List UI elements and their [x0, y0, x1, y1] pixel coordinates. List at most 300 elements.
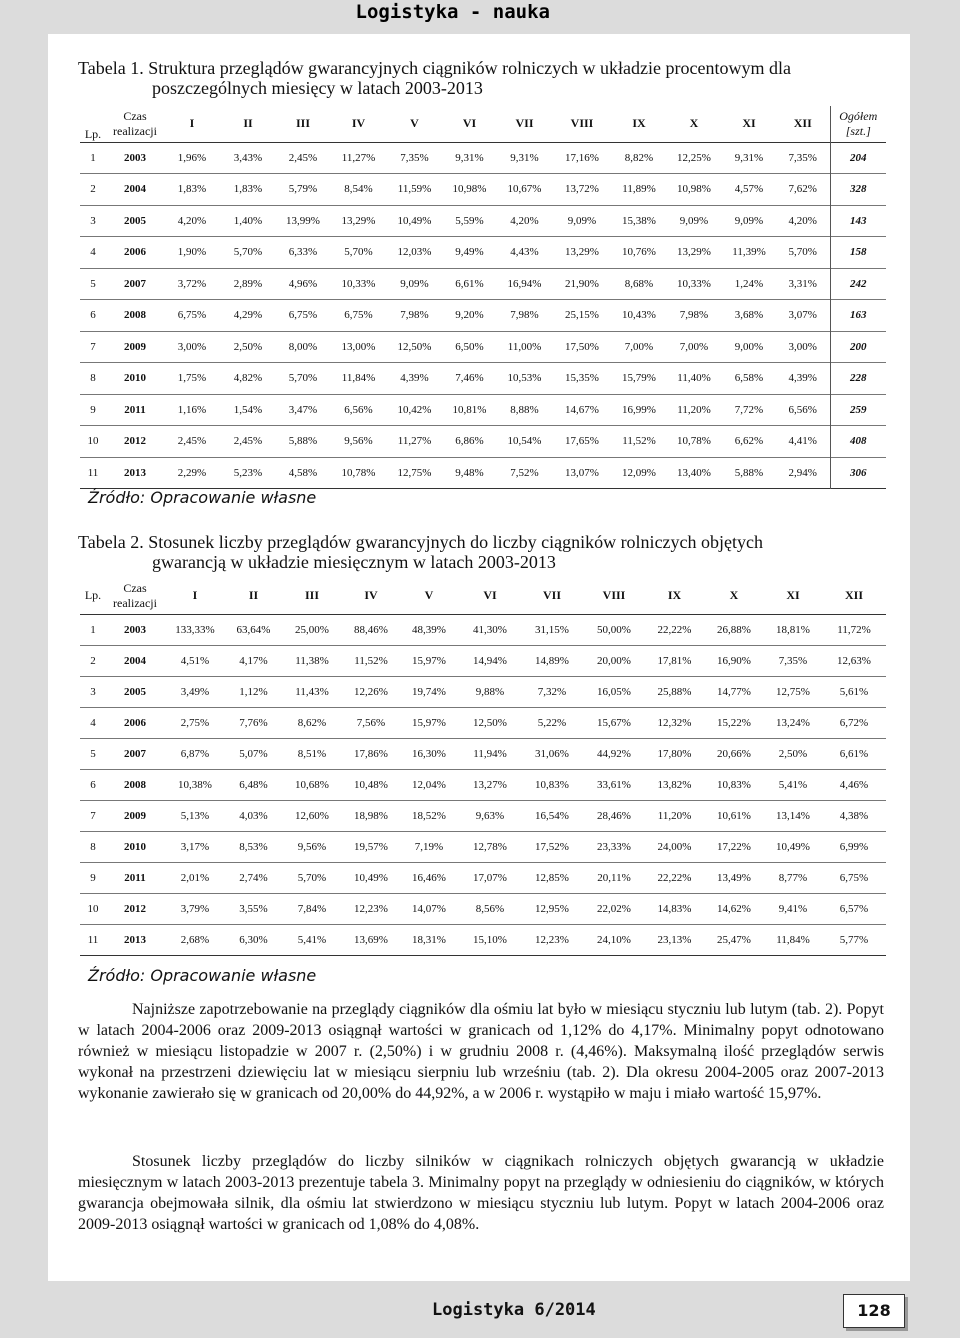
value-cell: 6,75%	[288, 309, 318, 322]
value-cell: 7,76%	[239, 716, 268, 729]
table-row	[80, 707, 886, 738]
value-cell: 2,75%	[180, 716, 210, 729]
value-cell: 3,07%	[788, 309, 817, 322]
value-cell: 2,45%	[233, 435, 263, 448]
year-cell: 2003	[124, 151, 146, 164]
value-cell: 15,35%	[565, 372, 599, 385]
value-cell: 16,99%	[622, 403, 656, 416]
row-number-cell: 7	[90, 340, 96, 353]
value-cell: 33,61%	[597, 778, 631, 791]
value-cell: 10,61%	[717, 809, 751, 822]
value-cell: 9,56%	[297, 840, 327, 853]
table1-header-month: VI	[462, 116, 477, 131]
value-cell: 13,99%	[286, 214, 320, 227]
table2	[80, 578, 886, 956]
year-cell: 2009	[124, 809, 146, 822]
value-cell: 20,66%	[717, 747, 751, 760]
value-cell: 3,43%	[233, 151, 263, 164]
table-row	[80, 363, 886, 395]
total-cell: 259	[830, 394, 886, 426]
value-cell: 19,74%	[412, 685, 446, 698]
value-cell: 13,07%	[565, 466, 599, 479]
value-cell: 12,75%	[776, 685, 810, 698]
czas-line1: Czas	[123, 580, 147, 595]
table-row	[80, 924, 886, 955]
value-cell: 16,94%	[507, 277, 542, 290]
value-cell: 3,31%	[788, 277, 817, 290]
table1-header-month: IV	[351, 116, 366, 131]
value-cell: 6,33%	[288, 246, 318, 259]
value-cell: 11,94%	[473, 747, 507, 760]
value-cell: 7,35%	[400, 151, 429, 164]
value-cell: 1,16%	[177, 403, 207, 416]
value-cell: 9,49%	[455, 246, 484, 259]
value-cell: 11,43%	[295, 685, 329, 698]
table2-header-lp: Lp.	[84, 588, 102, 603]
table2-body	[80, 614, 886, 955]
value-cell: 13,29%	[341, 214, 376, 227]
value-cell: 6,75%	[839, 871, 869, 884]
table-row	[80, 862, 886, 893]
total-line1: Ogółem	[839, 108, 878, 123]
value-cell: 3,00%	[788, 340, 817, 353]
year-cell: 2010	[124, 372, 146, 385]
table2-caption-line1: Tabela 2. Stosunek liczby przeglądów gwarancyjnych do liczby ciągników rolniczych objętych	[78, 532, 764, 552]
row-number-cell: 3	[90, 214, 96, 227]
table1-caption-line2: poszczególnych miesięcy w latach 2003-2013	[152, 78, 483, 98]
value-cell: 41,30%	[473, 623, 507, 636]
value-cell: 10,42%	[397, 403, 432, 416]
value-cell: 10,49%	[354, 871, 388, 884]
table-row	[80, 237, 886, 269]
value-cell: 5,88%	[288, 435, 318, 448]
value-cell: 19,57%	[354, 840, 388, 853]
value-cell: 17,16%	[565, 151, 599, 164]
value-cell: 8,77%	[778, 871, 808, 884]
value-cell: 12,60%	[295, 809, 329, 822]
table-row	[80, 614, 886, 645]
value-cell: 12,25%	[677, 151, 711, 164]
value-cell: 14,89%	[535, 654, 569, 667]
value-cell: 9,09%	[400, 277, 429, 290]
row-number-cell: 2	[90, 654, 96, 667]
value-cell: 2,68%	[180, 933, 210, 946]
value-cell: 6,56%	[788, 403, 817, 416]
table-row	[80, 831, 886, 862]
value-cell: 11,52%	[354, 654, 388, 667]
value-cell: 6,72%	[839, 716, 869, 729]
value-cell: 12,04%	[412, 778, 446, 791]
value-cell: 12,09%	[622, 466, 656, 479]
row-number-cell: 8	[90, 372, 96, 385]
value-cell: 3,72%	[177, 277, 207, 290]
table2-header-month: IV	[364, 588, 378, 603]
table2-header-month: VII	[542, 588, 561, 603]
value-cell: 2,50%	[233, 340, 263, 353]
value-cell: 13,82%	[657, 778, 692, 791]
value-cell: 9,31%	[510, 151, 539, 164]
table1-header-month: VIII	[570, 116, 594, 131]
value-cell: 7,98%	[400, 309, 429, 322]
row-number-cell: 1	[90, 151, 96, 164]
value-cell: 1,75%	[177, 372, 207, 385]
value-cell: 26,88%	[717, 623, 751, 636]
value-cell: 7,84%	[297, 902, 327, 915]
value-cell: 6,56%	[344, 403, 373, 416]
table-row	[80, 893, 886, 924]
value-cell: 22,22%	[657, 871, 692, 884]
year-cell: 2008	[124, 778, 146, 791]
table1-caption	[48, 58, 910, 98]
value-cell: 6,61%	[455, 277, 484, 290]
value-cell: 50,00%	[597, 623, 631, 636]
value-cell: 3,68%	[734, 309, 764, 322]
value-cell: 4,96%	[288, 277, 318, 290]
total-cell: 204	[830, 142, 886, 174]
table1-header-month: V	[410, 116, 419, 131]
year-cell: 2013	[124, 933, 146, 946]
value-cell: 14,77%	[717, 685, 751, 698]
value-cell: 10,53%	[507, 372, 542, 385]
value-cell: 11,27%	[397, 435, 432, 448]
year-cell: 2006	[124, 716, 146, 729]
value-cell: 17,07%	[473, 871, 507, 884]
value-cell: 25,47%	[717, 933, 751, 946]
value-cell: 3,79%	[180, 902, 210, 915]
value-cell: 10,98%	[677, 183, 711, 196]
value-cell: 18,52%	[412, 809, 446, 822]
table2-caption-line2: gwarancją w układzie miesięcznym w latach 2003-2013	[152, 552, 556, 572]
table2-header-month: IX	[667, 588, 682, 603]
table2-caption	[48, 532, 910, 572]
value-cell: 1,40%	[233, 214, 263, 227]
value-cell: 6,57%	[839, 902, 869, 915]
value-cell: 4,20%	[788, 214, 817, 227]
total-cell: 306	[830, 457, 886, 489]
value-cell: 20,00%	[597, 654, 631, 667]
value-cell: 10,43%	[622, 309, 656, 322]
table1-body	[80, 142, 886, 489]
table1-header-month: XII	[793, 116, 812, 131]
value-cell: 10,83%	[535, 778, 569, 791]
table2-header-month: XI	[786, 588, 800, 603]
value-cell: 5,70%	[233, 246, 263, 259]
value-cell: 2,29%	[177, 466, 207, 479]
value-cell: 48,39%	[412, 623, 446, 636]
value-cell: 4,38%	[839, 809, 869, 822]
value-cell: 6,58%	[734, 372, 764, 385]
table2-header-month: V	[424, 588, 434, 603]
value-cell: 16,46%	[412, 871, 446, 884]
value-cell: 5,79%	[288, 183, 318, 196]
value-cell: 3,55%	[239, 902, 268, 915]
table-row	[80, 645, 886, 676]
value-cell: 63,64%	[236, 623, 271, 636]
value-cell: 22,02%	[597, 902, 631, 915]
row-number-cell: 10	[87, 902, 99, 915]
value-cell: 9,09%	[679, 214, 709, 227]
total-cell: 163	[830, 300, 886, 332]
year-cell: 2008	[124, 309, 146, 322]
value-cell: 20,11%	[597, 871, 631, 884]
value-cell: 4,20%	[177, 214, 207, 227]
year-cell: 2012	[124, 902, 146, 915]
value-cell: 10,49%	[776, 840, 810, 853]
value-cell: 5,23%	[233, 466, 263, 479]
value-cell: 11,59%	[397, 183, 432, 196]
value-cell: 11,00%	[507, 340, 542, 353]
value-cell: 8,53%	[239, 840, 268, 853]
value-cell: 8,62%	[297, 716, 327, 729]
value-cell: 6,30%	[239, 933, 268, 946]
value-cell: 8,88%	[510, 403, 539, 416]
year-cell: 2007	[124, 747, 146, 760]
value-cell: 7,98%	[679, 309, 709, 322]
value-cell: 6,48%	[239, 778, 268, 791]
table2-header-month: VI	[483, 588, 497, 603]
row-number-cell: 4	[90, 246, 96, 259]
body-paragraph-2: Stosunek liczby przeglądów do liczby silników w ciągnikach rolniczych objętych gwarancją w układzie miesięcznym w latach 2003-2013 prezentuje tabela 3. Minimalny popyt na przeglądy w odniesieniu do ciągników, w których gwarancja obejmowała silnik, dla ośmiu lat stwierdzono w miesiącu styczniu lub lutym. Popyt w latach 2004-2006 oraz 2009-2013 osiągnął wartości w granicach od 1,08% do 4,08%.	[78, 1153, 884, 1233]
value-cell: 7,56%	[356, 716, 386, 729]
value-cell: 14,07%	[412, 902, 446, 915]
value-cell: 6,61%	[839, 747, 869, 760]
value-cell: 11,20%	[677, 403, 711, 416]
value-cell: 9,88%	[475, 685, 505, 698]
row-number-cell: 9	[90, 871, 96, 884]
table-row	[80, 174, 886, 206]
value-cell: 7,46%	[455, 372, 484, 385]
value-cell: 7,00%	[624, 340, 654, 353]
value-cell: 11,40%	[677, 372, 711, 385]
table2-header-month: VIII	[602, 588, 626, 603]
value-cell: 13,29%	[565, 246, 599, 259]
value-cell: 11,38%	[295, 654, 329, 667]
value-cell: 23,33%	[597, 840, 631, 853]
value-cell: 1,96%	[177, 151, 207, 164]
table1-header-lp: Lp.	[84, 126, 102, 141]
value-cell: 4,41%	[788, 435, 817, 448]
value-cell: 25,15%	[565, 309, 599, 322]
value-cell: 10,98%	[452, 183, 487, 196]
value-cell: 5,70%	[788, 246, 817, 259]
value-cell: 7,00%	[679, 340, 709, 353]
year-cell: 2011	[124, 403, 146, 416]
table-row	[80, 769, 886, 800]
value-cell: 9,00%	[734, 340, 764, 353]
table-row	[80, 300, 886, 332]
value-cell: 13,27%	[473, 778, 507, 791]
table2-header-month: II	[248, 588, 259, 603]
table-row	[80, 142, 886, 174]
value-cell: 11,39%	[732, 246, 766, 259]
value-cell: 8,56%	[475, 902, 505, 915]
value-cell: 12,03%	[397, 246, 432, 259]
value-cell: 9,63%	[475, 809, 505, 822]
value-cell: 44,92%	[597, 747, 631, 760]
value-cell: 10,38%	[178, 778, 212, 791]
table2-header-month: III	[304, 588, 319, 603]
value-cell: 4,82%	[233, 372, 263, 385]
value-cell: 8,82%	[624, 151, 654, 164]
value-cell: 21,90%	[565, 277, 599, 290]
row-number-cell: 3	[90, 685, 96, 698]
year-cell: 2006	[124, 246, 146, 259]
value-cell: 15,10%	[473, 933, 507, 946]
value-cell: 14,62%	[717, 902, 751, 915]
value-cell: 2,89%	[233, 277, 263, 290]
table2-source: Źródło: Opracowanie własne	[88, 966, 317, 985]
table-row	[80, 394, 886, 426]
value-cell: 11,89%	[622, 183, 656, 196]
total-line2: [szt.]	[845, 123, 871, 138]
value-cell: 4,58%	[288, 466, 318, 479]
table-row	[80, 800, 886, 831]
value-cell: 6,50%	[455, 340, 484, 353]
value-cell: 17,80%	[657, 747, 692, 760]
year-cell: 2013	[124, 466, 146, 479]
value-cell: 4,39%	[788, 372, 817, 385]
year-cell: 2011	[124, 871, 146, 884]
value-cell: 7,35%	[788, 151, 817, 164]
value-cell: 13,00%	[341, 340, 376, 353]
value-cell: 17,65%	[565, 435, 599, 448]
value-cell: 5,61%	[839, 685, 869, 698]
table1-header-month: II	[243, 116, 253, 131]
value-cell: 3,49%	[180, 685, 210, 698]
value-cell: 5,77%	[839, 933, 869, 946]
value-cell: 9,56%	[344, 435, 373, 448]
total-cell: 228	[830, 363, 886, 395]
year-cell: 2005	[124, 685, 146, 698]
value-cell: 6,87%	[180, 747, 210, 760]
table1-header-row	[80, 106, 886, 142]
value-cell: 31,06%	[535, 747, 569, 760]
value-cell: 5,07%	[239, 747, 268, 760]
row-number-cell: 5	[90, 747, 96, 760]
value-cell: 15,22%	[717, 716, 751, 729]
total-cell: 242	[830, 268, 886, 300]
value-cell: 5,59%	[455, 214, 484, 227]
value-cell: 1,83%	[233, 183, 263, 196]
value-cell: 11,20%	[657, 809, 692, 822]
table2-header-month: X	[729, 588, 739, 603]
row-number-cell: 11	[87, 933, 99, 946]
czas-line2: realizacji	[113, 595, 157, 610]
value-cell: 14,67%	[565, 403, 599, 416]
value-cell: 7,35%	[778, 654, 808, 667]
value-cell: 15,97%	[412, 716, 446, 729]
table1-header-month: XI	[742, 116, 756, 131]
value-cell: 12,78%	[473, 840, 507, 853]
value-cell: 23,13%	[657, 933, 692, 946]
value-cell: 15,79%	[622, 372, 656, 385]
value-cell: 4,46%	[839, 778, 869, 791]
table2-header-month: XII	[844, 588, 863, 603]
value-cell: 10,49%	[397, 214, 432, 227]
value-cell: 7,19%	[414, 840, 444, 853]
czas-line1: Czas	[123, 108, 147, 123]
year-cell: 2009	[124, 340, 146, 353]
value-cell: 9,20%	[455, 309, 484, 322]
row-number-cell: 8	[90, 840, 96, 853]
value-cell: 7,98%	[510, 309, 539, 322]
table-row	[80, 205, 886, 237]
value-cell: 12,32%	[657, 716, 692, 729]
value-cell: 9,48%	[455, 466, 484, 479]
value-cell: 10,33%	[341, 277, 376, 290]
table1-header-month: I	[189, 116, 195, 131]
value-cell: 10,33%	[677, 277, 711, 290]
value-cell: 8,00%	[288, 340, 318, 353]
value-cell: 15,67%	[597, 716, 631, 729]
table1-header-month: X	[689, 116, 699, 131]
value-cell: 5,70%	[344, 246, 373, 259]
value-cell: 10,54%	[507, 435, 542, 448]
value-cell: 88,46%	[354, 623, 388, 636]
total-cell: 408	[830, 426, 886, 458]
value-cell: 5,41%	[297, 933, 327, 946]
value-cell: 10,68%	[295, 778, 329, 791]
value-cell: 11,52%	[622, 435, 656, 448]
value-cell: 10,78%	[677, 435, 711, 448]
value-cell: 1,24%	[734, 277, 764, 290]
total-cell: 143	[830, 205, 886, 237]
value-cell: 2,45%	[288, 151, 318, 164]
value-cell: 13,49%	[717, 871, 751, 884]
value-cell: 11,72%	[837, 623, 871, 636]
total-cell: 328	[830, 174, 886, 206]
row-number-cell: 11	[87, 466, 99, 479]
value-cell: 13,69%	[354, 933, 388, 946]
value-cell: 6,75%	[177, 309, 207, 322]
value-cell: 24,10%	[597, 933, 631, 946]
value-cell: 24,00%	[657, 840, 692, 853]
value-cell: 12,50%	[397, 340, 432, 353]
table2-header-czas	[106, 578, 164, 614]
value-cell: 15,97%	[412, 654, 446, 667]
value-cell: 18,81%	[776, 623, 810, 636]
value-cell: 16,30%	[412, 747, 446, 760]
row-number-cell: 1	[90, 623, 96, 636]
value-cell: 13,40%	[677, 466, 711, 479]
row-number-cell: 2	[90, 183, 96, 196]
journal-section-header: Logistyka - nauka	[355, 1, 550, 23]
value-cell: 10,67%	[507, 183, 542, 196]
value-cell: 12,23%	[535, 933, 569, 946]
table1-header-czas	[106, 106, 164, 142]
value-cell: 4,03%	[239, 809, 268, 822]
value-cell: 1,54%	[233, 403, 263, 416]
value-cell: 2,01%	[180, 871, 210, 884]
value-cell: 18,98%	[354, 809, 388, 822]
value-cell: 4,57%	[734, 183, 764, 196]
value-cell: 25,88%	[657, 685, 692, 698]
value-cell: 8,68%	[624, 277, 654, 290]
value-cell: 14,83%	[657, 902, 692, 915]
value-cell: 6,62%	[734, 435, 764, 448]
value-cell: 6,86%	[455, 435, 484, 448]
table1-header-month: VII	[515, 116, 534, 131]
value-cell: 12,75%	[397, 466, 432, 479]
value-cell: 9,41%	[778, 902, 808, 915]
value-cell: 4,39%	[400, 372, 429, 385]
value-cell: 6,75%	[344, 309, 373, 322]
value-cell: 28,46%	[597, 809, 631, 822]
value-cell: 3,47%	[288, 403, 318, 416]
value-cell: 18,31%	[412, 933, 446, 946]
value-cell: 25,00%	[295, 623, 329, 636]
table-row	[80, 676, 886, 707]
